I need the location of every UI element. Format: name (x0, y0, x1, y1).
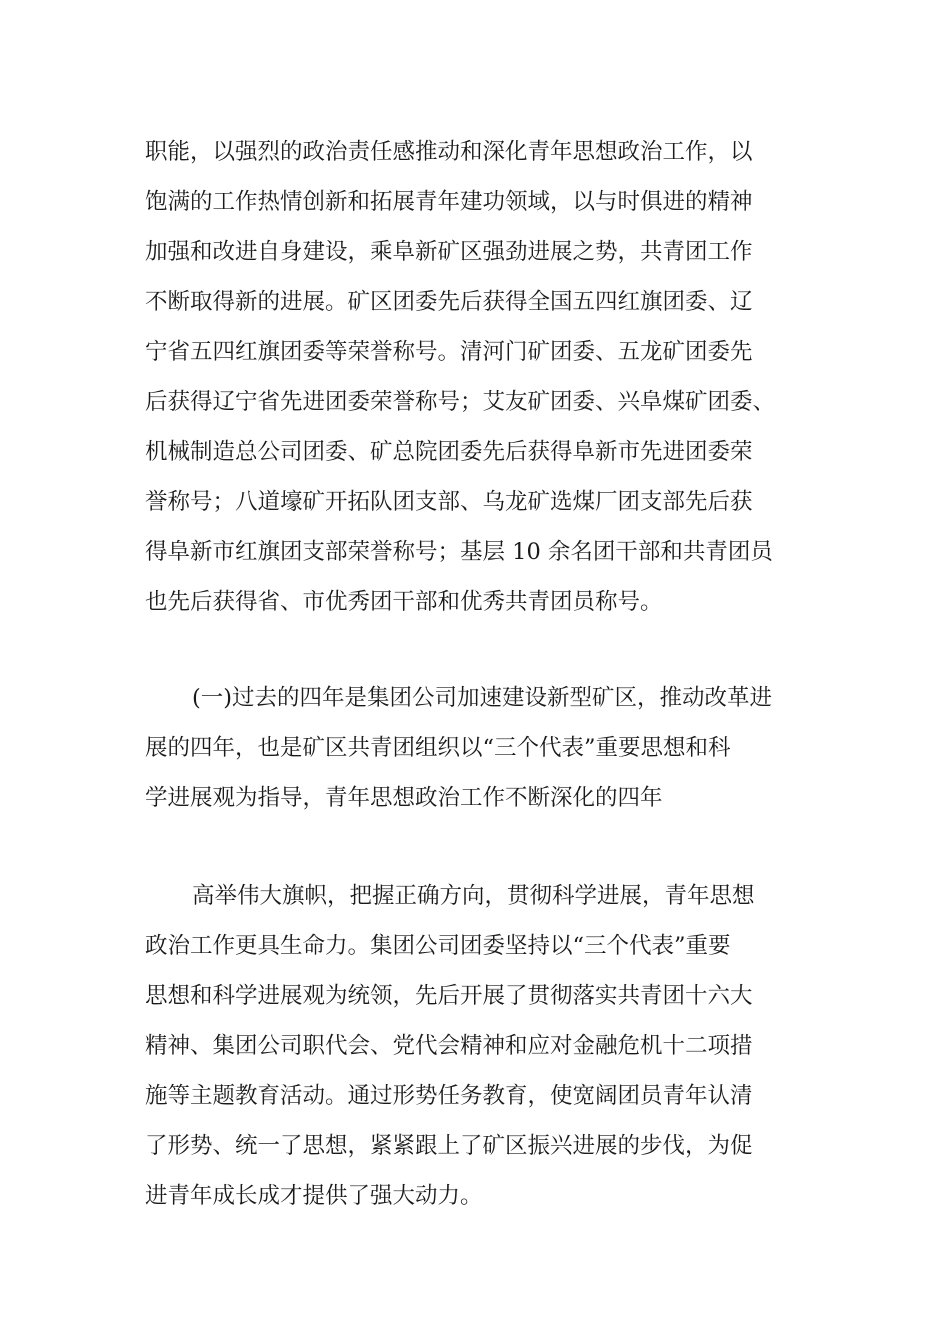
text-line: 学进展观为指导，青年思想政治工作不断深化的四年 (145, 785, 663, 811)
text-line: 进青年成长成才提供了强大动力。 (145, 1183, 483, 1209)
text-line: 思想和科学进展观为统领，先后开展了贯彻落实共青团十六大 (145, 983, 753, 1009)
text-line: 加强和改进自身建设，乘阜新矿区强劲进展之势，共青团工作 (145, 239, 753, 265)
text-line: 了形势、统一了思想，紧紧跟上了矿区振兴进展的步伐，为促 (145, 1133, 753, 1159)
text-line: 饱满的工作热情创新和拓展青年建功领域，以与时俱进的精神 (145, 189, 753, 215)
text-line: 高举伟大旗帜，把握正确方向，贯彻科学进展，青年思想 (192, 883, 755, 909)
text-line: 誉称号；八道壕矿开拓队团支部、乌龙矿选煤厂团支部先后获 (145, 489, 753, 515)
text-line: 展的四年，也是矿区共青团组织以“三个代表”重要思想和科 (145, 735, 731, 761)
text-line: 施等主题教育活动。通过形势任务教育，使宽阔团员青年认清 (145, 1083, 753, 1109)
text-line: (一)过去的四年是集团公司加速建设新型矿区，推动改革进 (192, 685, 773, 711)
text-line: 政治工作更具生命力。集团公司团委坚持以“三个代表”重要 (145, 933, 731, 959)
text-line: 宁省五四红旗团委等荣誉称号。清河门矿团委、五龙矿团委先 (145, 339, 753, 365)
text-line: 机械制造总公司团委、矿总院团委先后获得阜新市先进团委荣 (145, 439, 753, 465)
text-line: 不断取得新的进展。矿区团委先后获得全国五四红旗团委、辽 (145, 289, 753, 315)
text-line: 职能，以强烈的政治责任感推动和深化青年思想政治工作，以 (145, 139, 753, 165)
paragraph-ideology-work (145, 871, 825, 1221)
section-heading-paragraph (145, 673, 825, 823)
text-line: 得阜新市红旗团支部荣誉称号；基层 10 余名团干部和共青团员 (145, 539, 773, 565)
text-line: 也先后获得省、市优秀团干部和优秀共青团员称号。 (145, 589, 663, 615)
text-line: 精神、集团公司职代会、党代会精神和应对金融危机十二项措 (145, 1033, 753, 1059)
text-line: 后获得辽宁省先进团委荣誉称号；艾友矿团委、兴阜煤矿团委、 (145, 389, 776, 415)
paragraph-honors (145, 127, 825, 627)
